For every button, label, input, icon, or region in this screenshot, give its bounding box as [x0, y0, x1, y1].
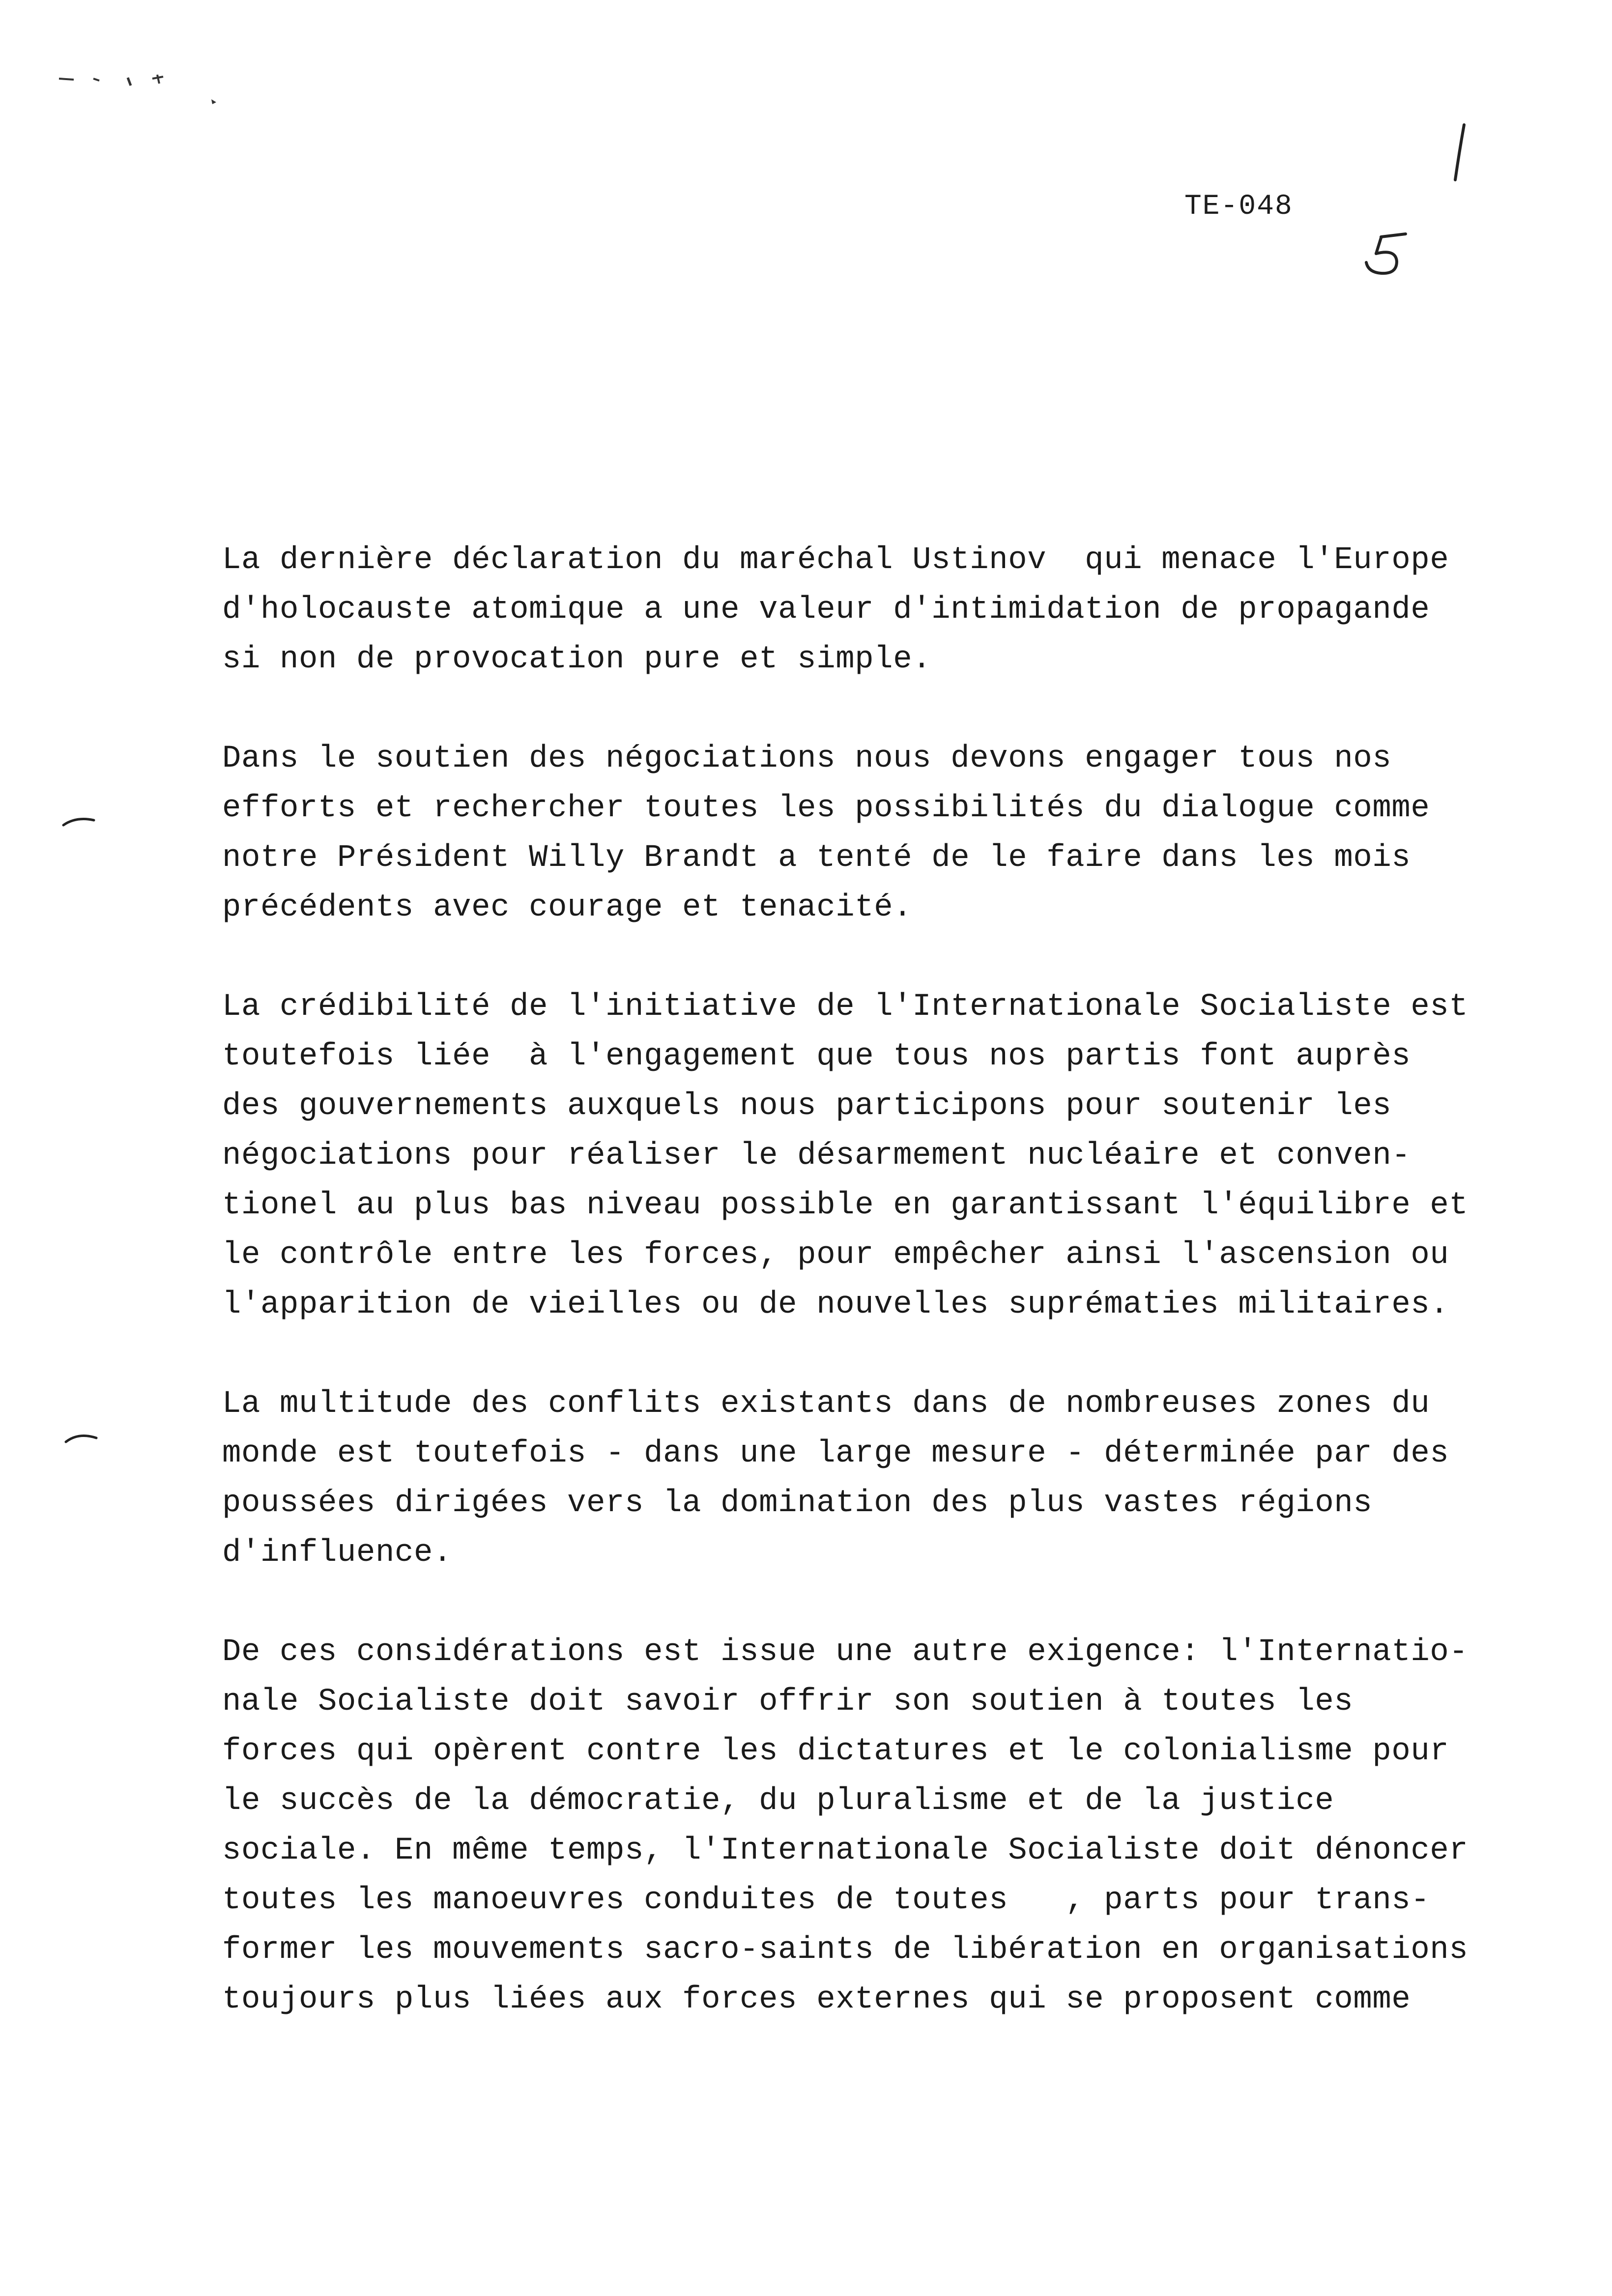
- text-line: toutefois liée à l'engagement que tous nos partis font auprès: [222, 1039, 1411, 1074]
- text-line: précédents avec courage et tenacité.: [222, 890, 913, 925]
- document-body: [222, 536, 1549, 2074]
- text-line: forces qui opèrent contre les dictatures et le colonialisme pour: [222, 1734, 1449, 1769]
- text-line: La multitude des conflits existants dans de nombreuses zones du: [222, 1386, 1430, 1422]
- paragraph: [222, 536, 1549, 685]
- paragraph: [222, 1379, 1549, 1578]
- text-line: La crédibilité de l'initiative de l'Internationale Socialiste est: [222, 989, 1468, 1025]
- text-line: d'influence.: [222, 1535, 453, 1571]
- text-line: efforts et rechercher toutes les possibilités du dialogue comme: [222, 791, 1430, 826]
- margin-tick-mark: [64, 1430, 98, 1445]
- paragraph: [222, 982, 1549, 1330]
- text-line: De ces considérations est issue une autre exigence: l'Internatio-: [222, 1635, 1468, 1670]
- pen-stroke-mark: [1452, 123, 1467, 182]
- text-line: toutes les manoeuvres conduites de toutes , parts pour trans-: [222, 1883, 1430, 1918]
- paragraph: [222, 734, 1549, 933]
- text-line: le succès de la démocratie, du pluralisme et de la justice: [222, 1783, 1334, 1819]
- text-line: former les mouvements sacro-saints de libération en organisations: [222, 1932, 1468, 1968]
- text-line: d'holocauste atomique a une valeur d'intimidation de propagande: [222, 592, 1430, 628]
- text-line: La dernière déclaration du maréchal Ustinov qui menace l'Europe: [222, 543, 1449, 578]
- text-line: tionel au plus bas niveau possible en garantissant l'équilibre et: [222, 1188, 1468, 1223]
- text-line: poussées dirigées vers la domination des plus vastes régions: [222, 1486, 1373, 1521]
- document-reference: TE-048: [1184, 191, 1293, 223]
- paragraph: [222, 1628, 1549, 2025]
- text-line: nale Socialiste doit savoir offrir son soutien à toutes les: [222, 1684, 1353, 1720]
- text-line: monde est toutefois - dans une large mesure - déterminée par des: [222, 1436, 1449, 1471]
- handwritten-page-mark: [1361, 231, 1408, 278]
- text-line: notre Président Willy Brandt a tenté de le faire dans les mois: [222, 840, 1411, 876]
- text-line: Dans le soutien des négociations nous devons engager tous nos: [222, 741, 1392, 776]
- corner-scratch-marks: [54, 64, 226, 108]
- text-line: négociations pour réaliser le désarmement nucléaire et conven-: [222, 1138, 1411, 1174]
- margin-tick-mark: [61, 813, 96, 828]
- text-line: toujours plus liées aux forces externes qui se proposent comme: [222, 1982, 1411, 2017]
- text-line: des gouvernements auxquels nous participons pour soutenir les: [222, 1089, 1392, 1124]
- text-line: sociale. En même temps, l'Internationale Socialiste doit dénoncer: [222, 1833, 1468, 1868]
- text-line: le contrôle entre les forces, pour empêcher ainsi l'ascension ou: [222, 1237, 1449, 1273]
- text-line: si non de provocation pure et simple.: [222, 642, 932, 677]
- text-line: l'apparition de vieilles ou de nouvelles suprématies militaires.: [222, 1287, 1449, 1322]
